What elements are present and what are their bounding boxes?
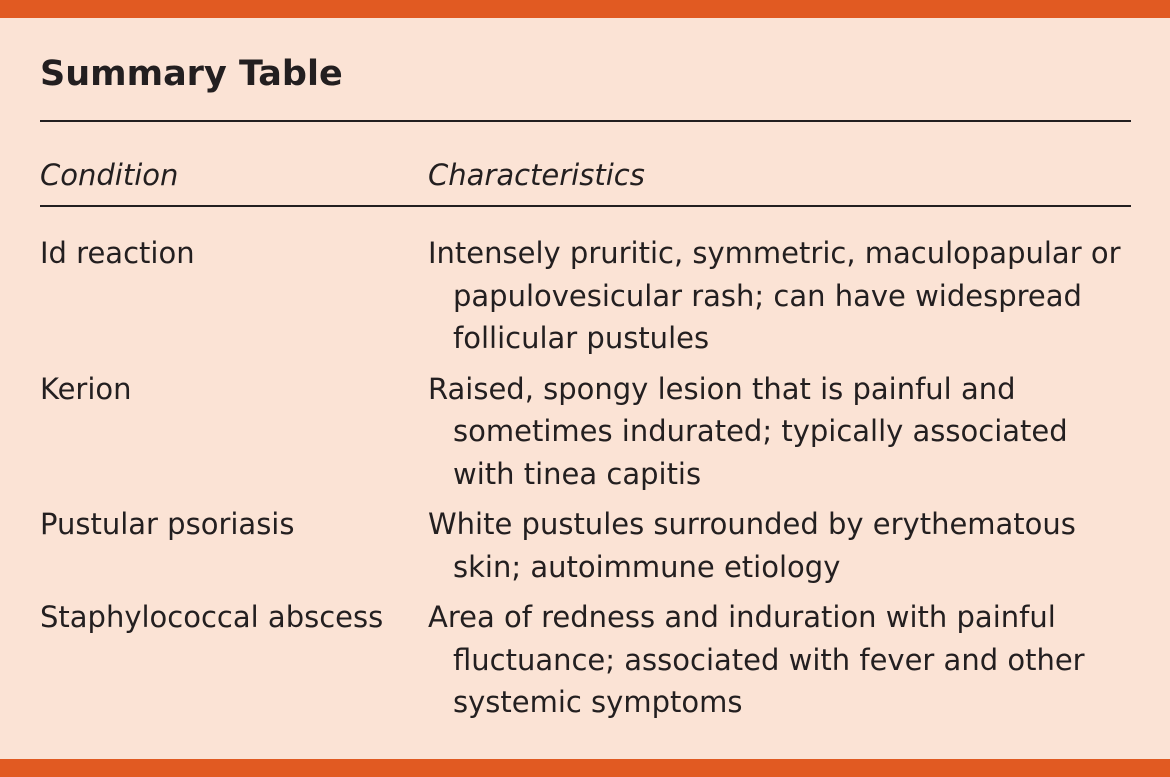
header-condition: Condition [40, 158, 179, 192]
table-row [0, 368, 1170, 496]
table-row [0, 596, 1170, 724]
title-divider [40, 120, 1131, 122]
cell-characteristics: Intensely pruritic, symmetric, maculopapular or papulovesicular rash; can have widespread follicular pustules [428, 236, 1121, 355]
page-title: Summary Table [40, 54, 343, 94]
cell-condition: Kerion [40, 371, 132, 406]
table-header [0, 155, 1170, 195]
header-characteristics: Characteristics [428, 158, 645, 192]
cell-characteristics: White pustules surrounded by erythematous skin; autoimmune etiology [428, 507, 1076, 584]
header-divider [40, 205, 1131, 207]
cell-condition: Staphylococcal abscess [40, 600, 384, 634]
table-row [0, 503, 1170, 588]
cell-condition: Pustular psoriasis [40, 507, 295, 541]
cell-characteristics: Area of redness and induration with painful fluctuance; associated with fever and other systemic symptoms [428, 600, 1085, 719]
cell-condition: Id reaction [40, 236, 195, 270]
cell-characteristics: Raised, spongy lesion that is painful and sometimes indurated; typically associated with tinea capitis [428, 371, 1068, 491]
table-row [0, 232, 1170, 360]
table-body [0, 232, 1170, 732]
